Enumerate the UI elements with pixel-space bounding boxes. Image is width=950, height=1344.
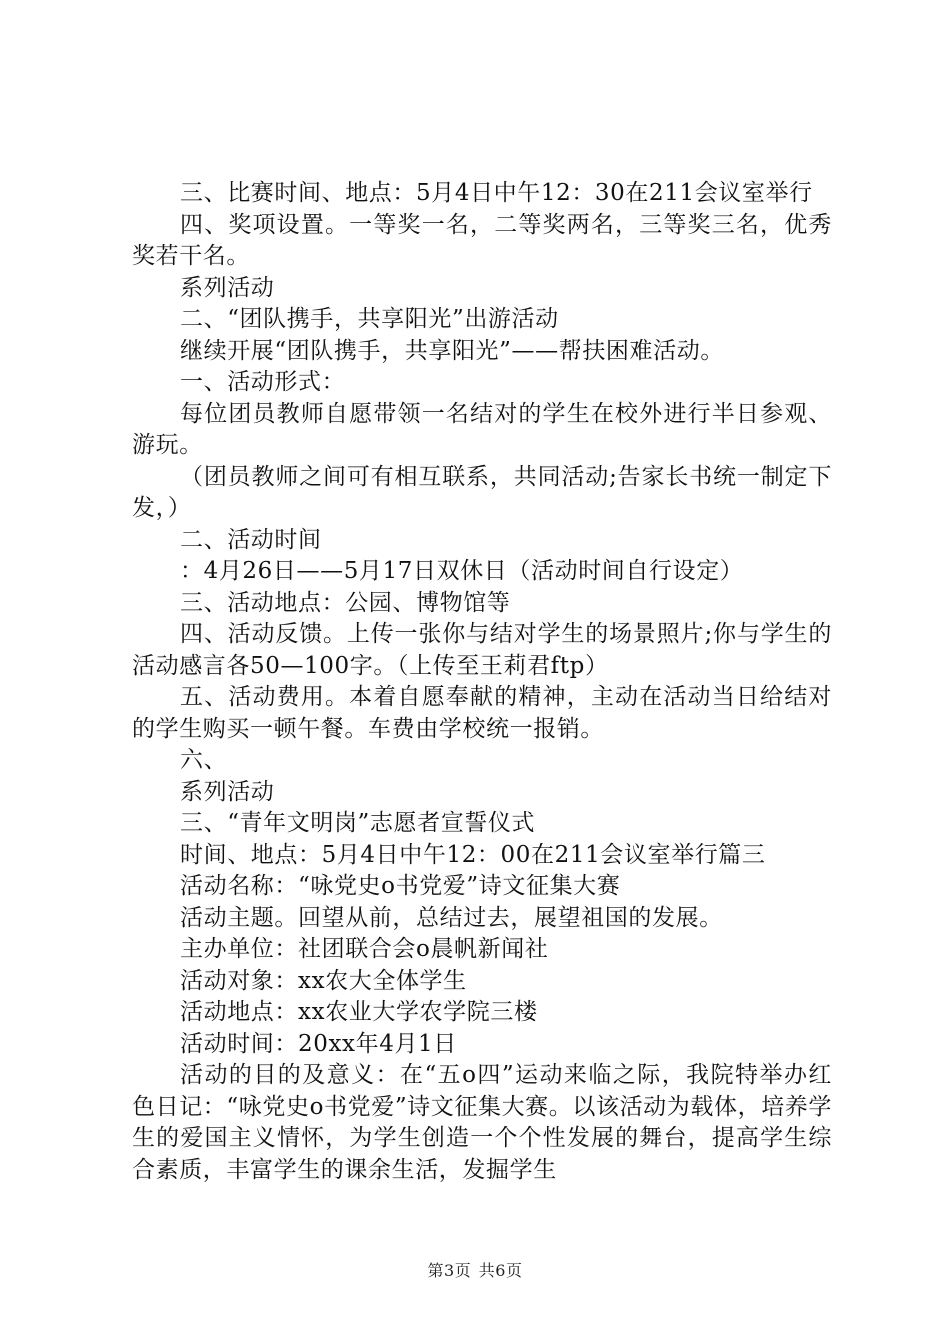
paragraph: 主办单位：社团联合会o晨帆新闻社	[180, 936, 549, 962]
paragraph: 系列活动	[180, 778, 275, 805]
paragraph: 二、活动时间	[180, 526, 322, 553]
page-footer	[0, 1258, 950, 1281]
paragraph: 活动名称：“咏党史o书党爱”诗文征集大赛	[180, 873, 621, 899]
paragraph: 活动地点：xx农业大学农学院三楼	[180, 999, 538, 1025]
paragraph: （团员教师之间可有相互联系，共同活动;告家长书统一制定下发，）	[132, 463, 832, 521]
paragraph: 三、比赛时间、地点：5月4日中午12：30在211会议室举行	[180, 180, 813, 206]
paragraph: 活动时间：20xx年4月1日	[180, 1030, 457, 1057]
page-number: 第3页	[427, 1261, 472, 1280]
paragraph: 活动对象：xx农大全体学生	[180, 967, 467, 994]
paragraph: 每位团员教师自愿带领一名结对的学生在校外进行半日参观、游玩。	[132, 400, 832, 458]
paragraph: 五、活动费用。本着自愿奉献的精神，主动在活动当日给结对的学生购买一顿午餐。车费由学校统一报销。	[132, 684, 832, 742]
paragraph: 四、活动反馈。上传一张你与结对学生的场景照片;你与学生的活动感言各50—100字。（上传至王莉君ftp）	[132, 621, 832, 679]
paragraph: 六、	[180, 747, 228, 773]
paragraph: 继续开展“团队携手，共享阳光”——帮扶困难活动。	[180, 337, 724, 364]
paragraph: 三、“青年文明岗”志愿者宣誓仪式	[180, 810, 536, 836]
paragraph: 活动主题。回望从前，总结过去，展望祖国的发展。	[180, 904, 723, 931]
paragraph: 三、活动地点：公园、博物馆等	[180, 589, 511, 616]
paragraph: 时间、地点：5月4日中午12：00在211会议室举行篇三	[180, 841, 766, 868]
paragraph: 系列活动	[180, 274, 275, 301]
document-body	[132, 178, 832, 1186]
paragraph: 活动的目的及意义：在“五o四”运动来临之际，我院特举办红色日记：“咏党史o书党爱”诗文征集大赛。以该活动为载体，培养学生的爱国主义情怀，为学生创造一个个性发展的舞台，提高学生综合素质，丰富学生的课余生活，发掘学生	[132, 1062, 832, 1183]
paragraph: ：4月26日——5月17日双休日（活动时间自行设定）	[180, 558, 744, 584]
paragraph: 一、活动形式：	[180, 369, 346, 395]
page-total: 共6页	[478, 1261, 523, 1280]
paragraph: 四、奖项设置。一等奖一名，二等奖两名，三等奖三名，优秀奖若干名。	[132, 211, 832, 269]
paragraph: 二、“团队携手，共享阳光”出游活动	[180, 306, 559, 332]
